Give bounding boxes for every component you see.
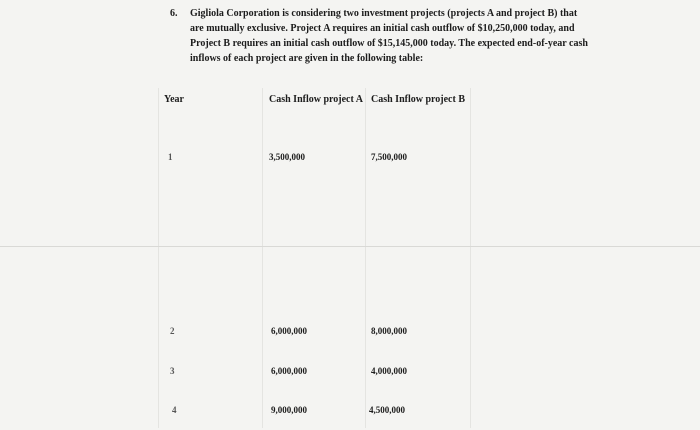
grid-line [158, 88, 159, 428]
question-text: Gigliola Corporation is considering two investment projects (projects A and project B) that are mutually exclusive. Project A requires an initial cash outflow of $10,250,000 today, and Project B requires an initial cash outflow of $15,145,000 today. The expected end-of-year cash inflows of each project are given in the following table: [190, 8, 588, 64]
year-header: Year [164, 94, 184, 105]
table-cell-project-a: 6,000,000 [271, 326, 307, 336]
question-block [170, 6, 590, 66]
project-a-header: Cash Inflow project A [269, 94, 363, 105]
grid-line [365, 88, 366, 428]
table-cell-project-b: 4,500,000 [369, 405, 405, 415]
table-cell-project-a: 6,000,000 [271, 366, 307, 376]
table-row-year: 2 [170, 326, 175, 336]
table-cell-project-b: 4,000,000 [371, 366, 407, 376]
table-cell-project-a: 9,000,000 [271, 405, 307, 415]
project-b-header: Cash Inflow project B [371, 94, 465, 105]
table-cell-project-b: 8,000,000 [371, 326, 407, 336]
question-number: 6. [170, 8, 178, 19]
grid-line [470, 88, 471, 428]
table-cell-project-b: 7,500,000 [371, 152, 407, 162]
table-row-year: 1 [168, 152, 173, 162]
table-row-year: 4 [172, 405, 177, 415]
page-break-line [0, 246, 700, 247]
table-cell-project-a: 3,500,000 [269, 152, 305, 162]
grid-line [262, 88, 263, 428]
table-row-year: 3 [170, 366, 175, 376]
